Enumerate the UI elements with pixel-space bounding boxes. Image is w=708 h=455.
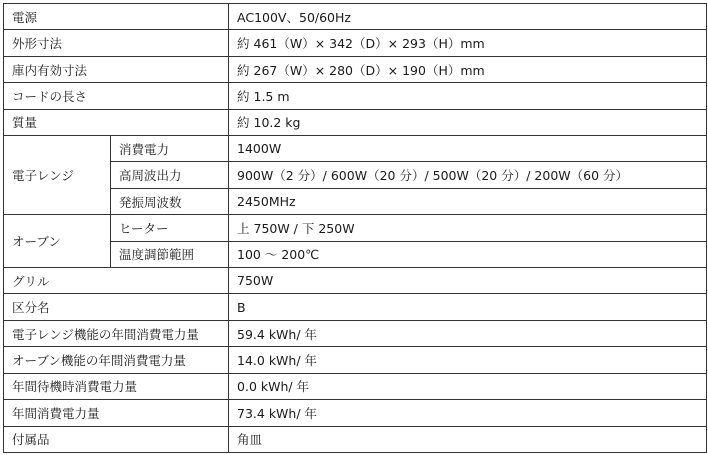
table-row (4, 320, 707, 346)
row-value-power-source: AC100V、50/60Hz (229, 4, 707, 30)
row-value-oven-annual-energy: 14.0 kWh/ 年 (229, 347, 707, 373)
row-label-oven-annual-energy: オーブン機能の年間消費電力量 (4, 347, 229, 373)
table-row (4, 373, 707, 399)
row-value-mass: 約 10.2 kg (229, 109, 707, 135)
row-label-microwave-annual-energy: 電子レンジ機能の年間消費電力量 (4, 320, 229, 346)
spec-table (3, 3, 707, 453)
table-row (4, 426, 707, 453)
table-row (4, 136, 707, 162)
sub-label-power-consumption: 消費電力 (111, 136, 229, 162)
table-row (4, 347, 707, 373)
row-label-outer-dimensions: 外形寸法 (4, 30, 229, 56)
row-label-cord-length: コードの長さ (4, 83, 229, 109)
row-label-total-annual-energy: 年間消費電力量 (4, 400, 229, 426)
table-row (4, 4, 707, 30)
sub-value-oscillation-frequency: 2450MHz (229, 188, 707, 214)
row-label-inner-dimensions: 庫内有効寸法 (4, 56, 229, 82)
sub-label-temperature-range: 温度調節範囲 (111, 241, 229, 267)
table-row (4, 56, 707, 82)
table-row (4, 215, 707, 241)
row-label-power-source: 電源 (4, 4, 229, 30)
row-label-mass: 質量 (4, 109, 229, 135)
table-row (4, 400, 707, 426)
sub-value-power-consumption: 1400W (229, 136, 707, 162)
row-value-grill: 750W (229, 268, 707, 294)
sub-label-oscillation-frequency: 発振周波数 (111, 188, 229, 214)
row-value-accessories: 角皿 (229, 426, 707, 453)
sub-value-temperature-range: 100 〜 200℃ (229, 241, 707, 267)
group-label-microwave: 電子レンジ (4, 136, 111, 215)
table-row (4, 109, 707, 135)
row-value-cord-length: 約 1.5 m (229, 83, 707, 109)
sub-value-rf-output: 900W（2 分）/ 600W（20 分）/ 500W（20 分）/ 200W（60 分） (229, 162, 707, 188)
row-label-category: 区分名 (4, 294, 229, 320)
row-label-grill: グリル (4, 268, 229, 294)
sub-label-heater: ヒーター (111, 215, 229, 241)
group-label-oven: オーブン (4, 215, 111, 268)
row-label-accessories: 付属品 (4, 426, 229, 453)
row-label-standby-annual-energy: 年間待機時消費電力量 (4, 373, 229, 399)
table-row (4, 83, 707, 109)
row-value-microwave-annual-energy: 59.4 kWh/ 年 (229, 320, 707, 346)
row-value-outer-dimensions: 約 461（W）× 342（D）× 293（H）mm (229, 30, 707, 56)
row-value-inner-dimensions: 約 267（W）× 280（D）× 190（H）mm (229, 56, 707, 82)
row-value-category: B (229, 294, 707, 320)
row-value-standby-annual-energy: 0.0 kWh/ 年 (229, 373, 707, 399)
table-row (4, 30, 707, 56)
table-row (4, 268, 707, 294)
sub-label-rf-output: 高周波出力 (111, 162, 229, 188)
sub-value-heater: 上 750W / 下 250W (229, 215, 707, 241)
row-value-total-annual-energy: 73.4 kWh/ 年 (229, 400, 707, 426)
table-row (4, 294, 707, 320)
